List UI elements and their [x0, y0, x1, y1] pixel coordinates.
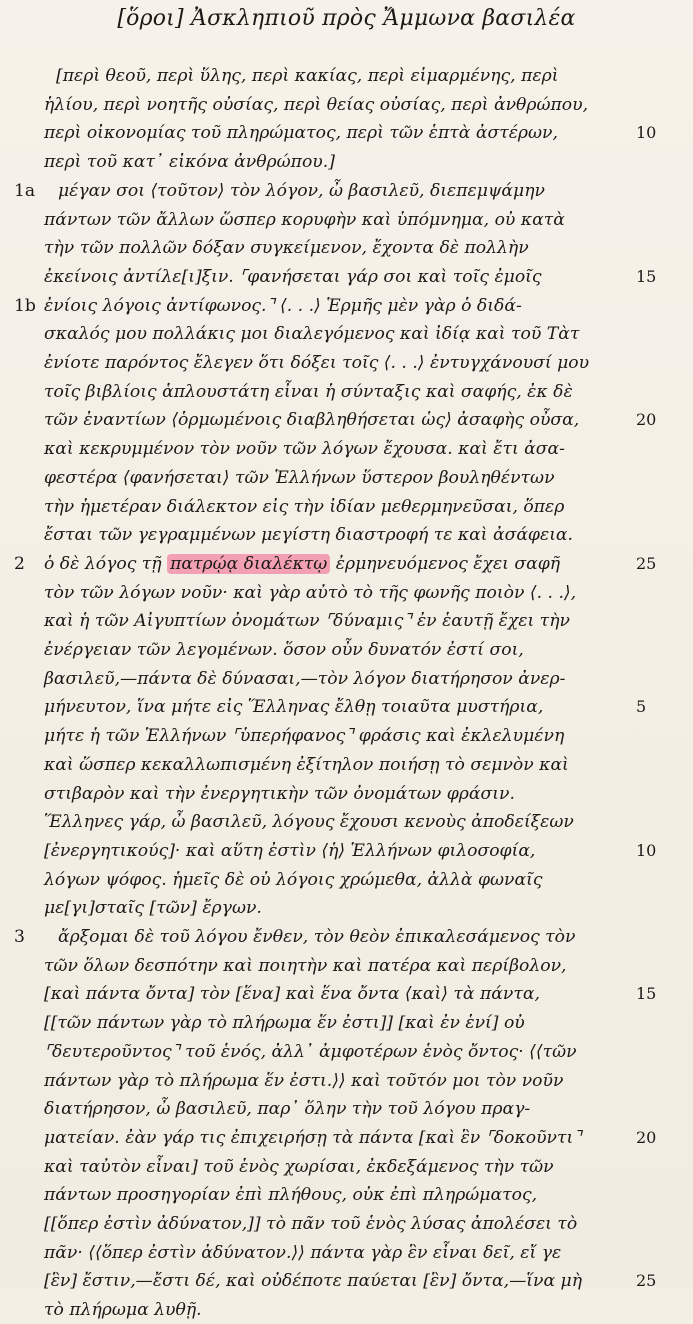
line-number: 10	[636, 123, 657, 143]
line-text: καὶ ἡ τῶν Αἰγυπτίων ὀνομάτων ⌜δύναμις⌝ ἐν ἑαυτῇ ἔχει τὴν	[44, 611, 570, 632]
text-line	[0, 607, 693, 635]
text-line	[0, 435, 693, 463]
text-line	[0, 378, 693, 406]
line-text: διατήρησον, ὦ βασιλεῦ, παρ᾽ ὅλην τὴν τοῦ λόγου πραγ-	[44, 1099, 531, 1120]
text-line	[0, 406, 693, 434]
line-text: [ἓν] ἔστιν,—ἔστι δέ, καὶ οὐδέποτε παύεται [ἓν] ὄντα,—ἵνα μὴ	[44, 1271, 583, 1292]
text-line	[0, 980, 693, 1008]
text-line	[0, 349, 693, 377]
line-text: ἐνίοις λόγοις ἀντίφωνος.⌝ ⟨. . .⟩ Ἑρμῆς μὲν γὰρ ὁ διδά-	[44, 295, 522, 316]
line-text: λόγων ψόφος. ἡμεῖς δὲ οὐ λόγοις χρώμεθα, ἀλλὰ φωναῖς	[44, 869, 543, 890]
line-number: 5	[636, 697, 647, 717]
line-text: ἐνέργειαν τῶν λεγομένων. ὅσον οὖν δυνατόν ἐστί σοι,	[44, 640, 524, 660]
text-line	[0, 148, 693, 176]
line-text: τοῖς βιβλίοις ἁπλουστάτη εἶναι ἡ σύνταξις καὶ σαφής, ἐκ δὲ	[44, 381, 573, 402]
highlighted-phrase: πατρῴᾳ διαλέκτῳ	[167, 554, 330, 574]
line-text: σκαλός μου πολλάκις μοι διαλεγόμενος καὶ ἰδίᾳ καὶ τοῦ Τὰτ	[44, 324, 580, 345]
text-line	[0, 1038, 693, 1066]
line-text: [[τῶν πάντων γὰρ τὸ πλήρωμα ἕν ἐστι]] [καὶ ἐν ἑνί] οὐ	[44, 1013, 525, 1034]
text-line	[0, 579, 693, 607]
text-line	[0, 263, 693, 291]
text-line	[0, 1210, 693, 1238]
text-line	[0, 177, 693, 205]
text-line	[0, 894, 693, 922]
text-line	[0, 91, 693, 119]
line-text: μέγαν σοι ⟨τοῦτον⟩ τὸν λόγον, ὦ βασιλεῦ, διεπεμψάμην	[58, 180, 545, 201]
text-line	[0, 1153, 693, 1181]
line-text: περὶ τοῦ κατ᾽ εἰκόνα ἀνθρώπου.]	[44, 152, 335, 173]
text-line	[0, 1181, 693, 1209]
line-text: περὶ οἰκονομίας τοῦ πληρώματος, περὶ τῶν ἑπτὰ ἀστέρων,	[44, 123, 558, 144]
line-number: 25	[636, 553, 657, 573]
line-text	[44, 550, 560, 578]
line-text: τὸν τῶν λόγων νοῦν· καὶ γὰρ αὐτὸ τὸ τῆς φωνῆς ποιὸν ⟨. . .⟩,	[44, 582, 577, 603]
text-line	[0, 751, 693, 779]
text-line	[0, 206, 693, 234]
section-marker: 2	[14, 553, 25, 574]
line-text: με[γι]σταῖς [τῶν] ἔργων.	[44, 898, 262, 919]
text-line	[0, 693, 693, 721]
line-text: τῶν ἐναντίων ⟨ὁρμωμένοις διαβληθήσεται ὡς⟩ ἀσαφὴς οὖσα,	[44, 410, 580, 431]
line-number: 20	[636, 410, 657, 430]
text-line	[0, 550, 693, 578]
line-text: μήνευτον, ἵνα μήτε εἰς Ἕλληνας ἔλθῃ τοιαῦτα μυστήρια,	[44, 697, 544, 718]
section-marker: 1b	[14, 295, 36, 316]
line-text: βασιλεῦ,—πάντα δὲ δύνασαι,—τὸν λόγον διατήρησον ἀνερ-	[44, 668, 566, 689]
text-line	[0, 320, 693, 348]
line-text: [περὶ θεοῦ, περὶ ὕλης, περὶ κακίας, περὶ εἱμαρμένης, περὶ	[56, 66, 559, 86]
text-line	[0, 1124, 693, 1152]
text-line	[0, 665, 693, 693]
line-text: [ἐνεργητικούς]· καὶ αὕτη ἐστὶν ⟨ἡ⟩ Ἑλλήνων φιλοσοφία,	[44, 840, 536, 861]
line-text: [καὶ πάντα ὄντα] τὸν [ἕνα] καὶ ἕνα ὄντα ⟨καὶ⟩ τὰ πάντα,	[44, 984, 540, 1005]
line-text: ματείαν. ἐὰν γάρ τις ἐπιχειρήσῃ τὰ πάντα [καὶ ἓν ⌜δοκοῦντι⌝	[44, 1127, 582, 1148]
text-line	[0, 722, 693, 750]
line-text: φεστέρα ⟨φανήσεται⟩ τῶν Ἑλλήνων ὕστερον βουληθέντων	[44, 467, 555, 488]
line-text: καὶ ταὐτὸν εἶναι] τοῦ ἑνὸς χωρίσαι, ἐκδεξάμενος τὴν τῶν	[44, 1156, 554, 1177]
line-text: [[ὅπερ ἐστὶν ἀδύνατον,]] τὸ πᾶν τοῦ ἑνὸς λύσας ἀπολέσει τὸ	[44, 1214, 578, 1234]
text-line	[0, 1239, 693, 1267]
line-text: καὶ κεκρυμμένον τὸν νοῦν τῶν λόγων ἔχουσα. καὶ ἔτι ἀσα-	[44, 439, 565, 460]
line-text: πάντων τῶν ἄλλων ὥσπερ κορυφὴν καὶ ὑπόμνημα, οὐ κατὰ	[44, 209, 565, 230]
line-number: 15	[636, 984, 657, 1004]
line-text: ⌜δευτεροῦντος⌝ τοῦ ἑνός, ἀλλ᾽ ἀμφοτέρων ἑνὸς ὄντος· ⟨⟨τῶν	[44, 1041, 577, 1062]
text-line	[0, 1296, 693, 1324]
text-line	[0, 292, 693, 320]
line-text: τὴν ἡμετέραν διάλεκτον εἰς τὴν ἰδίαν μεθερμηνεῦσαι, ὅπερ	[44, 496, 565, 517]
line-number: 15	[636, 266, 657, 286]
text-line	[0, 119, 693, 147]
section-marker: 3	[14, 927, 25, 947]
line-text: τὴν τῶν πολλῶν δόξαν συγκείμενον, ἔχοντα δὲ πολλὴν	[44, 238, 529, 259]
text-line	[0, 952, 693, 980]
text-line	[0, 1267, 693, 1295]
line-text: καὶ ὥσπερ κεκαλλωπισμένη ἐξίτηλον ποιήσῃ τὸ σεμνὸν καὶ	[44, 754, 569, 775]
line-text-post: ἐρμηνευόμενος ἔχει σαφῆ	[330, 553, 561, 574]
line-text: πάντων γὰρ τὸ πλήρωμα ἕν ἐστι.⟩⟩ καὶ τοῦτόν μοι τὸν νοῦν	[44, 1070, 564, 1091]
text-line	[0, 1067, 693, 1095]
line-number: 25	[636, 1271, 657, 1291]
text-line	[0, 636, 693, 664]
text-line	[0, 493, 693, 521]
line-text: ἐνίοτε παρόντος ἔλεγεν ὅτι δόξει τοῖς ⟨. . .⟩ ἐντυγχάνουσί μου	[44, 353, 590, 373]
text-line	[0, 866, 693, 894]
text-line	[0, 780, 693, 808]
text-line	[0, 234, 693, 262]
text-line	[0, 808, 693, 836]
line-number: 10	[636, 840, 657, 860]
line-text: ἔσται τῶν γεγραμμένων μεγίστη διαστροφή τε καὶ ἀσάφεια.	[44, 525, 574, 546]
line-text: ἐκείνοις ἀντίλε[ι]ξιν. ⌜φανήσεται γάρ σοι καὶ τοῖς ἐμοῖς	[44, 266, 542, 287]
line-text: μήτε ἡ τῶν Ἑλλήνων ⌜ὑπερήφανος⌝ φράσις καὶ ἐκλελυμένη	[44, 726, 565, 747]
page-title: [ὅροι] Ἀσκληπιοῦ πρὸς Ἄμμωνα βασιλέα	[117, 6, 576, 31]
line-text: τῶν ὅλων δεσπότην καὶ ποιητὴν καὶ πατέρα καὶ περίβολον,	[44, 955, 567, 976]
line-text: Ἕλληνες γάρ, ὦ βασιλεῦ, λόγους ἔχουσι κενοὺς ἀποδείξεων	[44, 812, 574, 833]
line-text: τὸ πλήρωμα λυθῇ.	[44, 1300, 202, 1321]
text-line	[0, 1095, 693, 1123]
line-text: ἡλίου, περὶ νοητῆς οὐσίας, περὶ θείας οὐσίας, περὶ ἀνθρώπου,	[44, 94, 589, 115]
line-text: στιβαρὸν καὶ τὴν ἐνεργητικὴν τῶν ὀνομάτων φράσιν.	[44, 783, 515, 804]
line-text-pre: ὁ δὲ λόγος τῇ	[44, 553, 168, 574]
text-line	[0, 1009, 693, 1037]
line-number: 20	[636, 1127, 657, 1147]
line-text: πᾶν· ⟨⟨ὅπερ ἐστὶν ἀδύνατον.⟩⟩ πάντα γὰρ ἓν εἶναι δεῖ, εἴ γε	[44, 1242, 562, 1263]
text-line	[0, 464, 693, 492]
section-marker: 1a	[14, 180, 36, 201]
text-line	[0, 521, 693, 549]
text-line	[0, 62, 693, 90]
line-text: ἄρξομαι δὲ τοῦ λόγου ἔνθεν, τὸν θεὸν ἐπικαλεσάμενος τὸν	[58, 927, 576, 947]
text-line	[0, 923, 693, 951]
line-text: πάντων προσηγορίαν ἐπὶ πλήθους, οὐκ ἐπὶ πληρώματος,	[44, 1185, 538, 1206]
text-line	[0, 837, 693, 865]
